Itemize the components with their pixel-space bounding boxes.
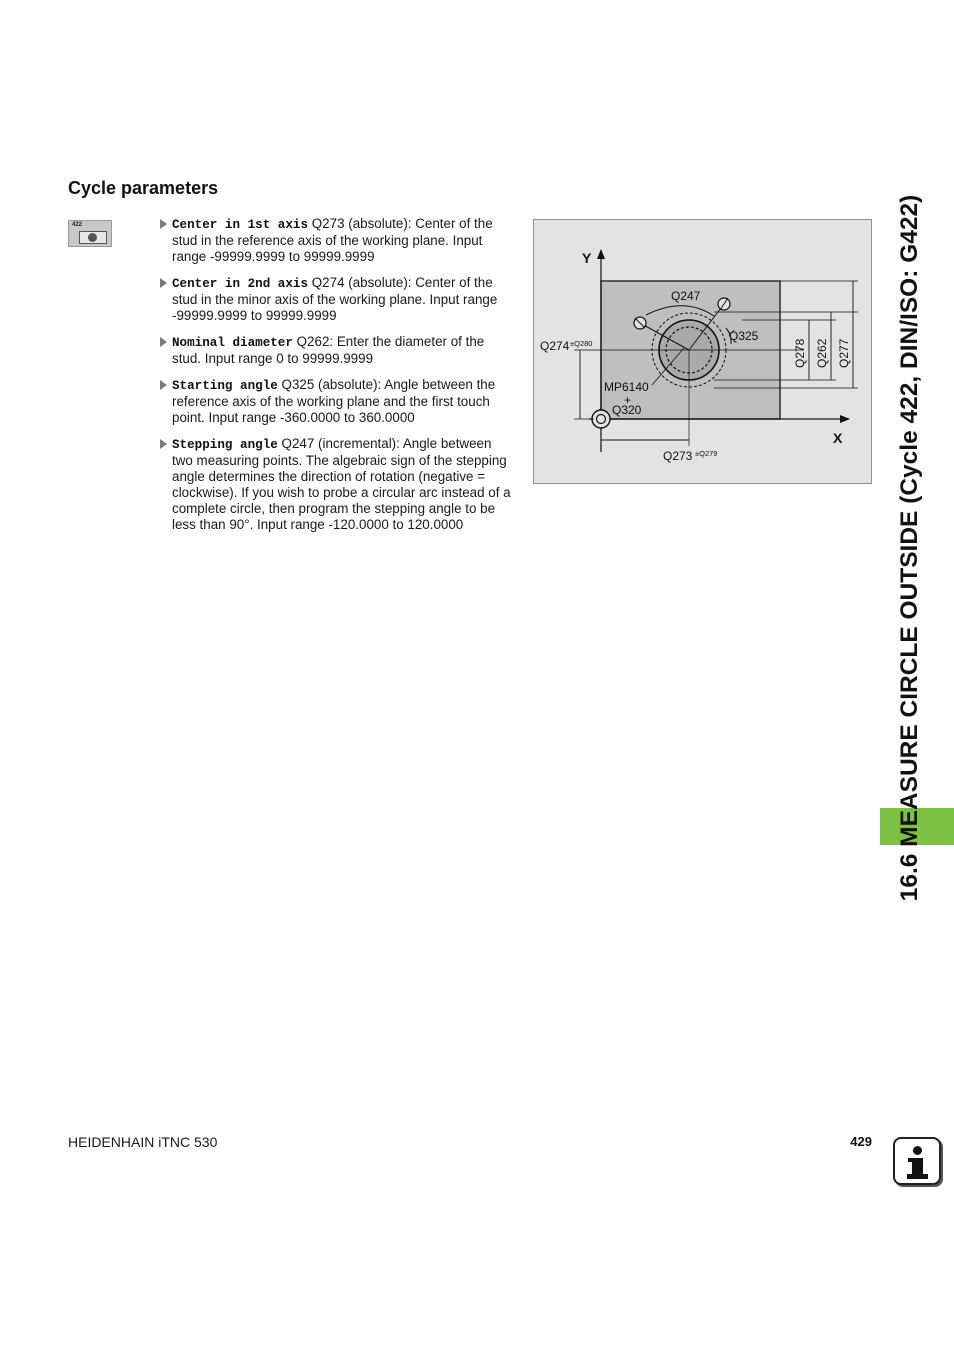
param-description: Q274 (absolute): Center of the stud in the minor axis of the working plane. Input range -99999.9999 to 99999.9999 bbox=[172, 275, 498, 323]
param-name: Center in 1st axis bbox=[172, 218, 309, 232]
param-name: Nominal diameter bbox=[172, 336, 293, 350]
q247-label: Q247 bbox=[671, 289, 701, 303]
chapter-side-title-text: 16.6 MEASURE CIRCLE OUTSIDE (Cycle 422, DIN/ISO: G422) bbox=[896, 194, 923, 902]
q280-label: ±Q280 bbox=[570, 339, 593, 348]
y-axis-label: Y bbox=[582, 250, 592, 266]
cycle-diagram-svg bbox=[534, 220, 873, 485]
triangle-bullet-icon bbox=[160, 380, 167, 390]
param-name: Starting angle bbox=[172, 379, 278, 393]
x-axis-label: X bbox=[833, 430, 843, 446]
cycle-icon-number: 422 bbox=[72, 222, 83, 228]
cycle-422-icon bbox=[68, 220, 112, 247]
plus-label: + bbox=[624, 393, 632, 407]
param-nominal-diameter bbox=[158, 334, 514, 367]
cycle-diagram bbox=[533, 219, 872, 484]
footer-product: HEIDENHAIN iTNC 530 bbox=[68, 1134, 218, 1150]
param-center-2nd-axis bbox=[158, 275, 514, 324]
triangle-bullet-icon bbox=[160, 439, 167, 449]
param-stepping-angle bbox=[158, 436, 514, 533]
q274-label: Q274 bbox=[540, 339, 570, 353]
param-description: Q262: Enter the diameter of the stud. Input range 0 to 99999.9999 bbox=[172, 334, 485, 366]
q320-label: Q320 bbox=[612, 403, 642, 417]
q325-label: Q325 bbox=[729, 329, 759, 343]
param-name: Stepping angle bbox=[172, 438, 278, 452]
param-description: Q247 (incremental): Angle between two measuring points. The algebraic sign of the stepping angle determines the direction of rotation (negative = clockwise). If you wish to probe a circular arc instead of a complete circle, then program the stepping angle to be less than 90°. Input range -120.0000 to 120.0000 bbox=[172, 436, 511, 532]
triangle-bullet-icon bbox=[160, 278, 167, 288]
q279-label: ±Q279 bbox=[695, 449, 718, 458]
param-center-1st-axis bbox=[158, 216, 514, 265]
q273-label: Q273 bbox=[663, 449, 693, 463]
info-icon bbox=[893, 1137, 941, 1185]
mp6140-label: MP6140 bbox=[604, 380, 649, 394]
section-title: Cycle parameters bbox=[68, 178, 219, 198]
q278-label: Q278 bbox=[793, 338, 807, 368]
q277-label: Q277 bbox=[837, 338, 851, 368]
param-name: Center in 2nd axis bbox=[172, 277, 309, 291]
triangle-bullet-icon bbox=[160, 219, 167, 229]
datum-marker bbox=[592, 410, 610, 428]
param-description: Q273 (absolute): Center of the stud in the reference axis of the working plane. Input range -99999.9999 to 99999.9999 bbox=[172, 216, 493, 264]
parameter-list bbox=[158, 216, 514, 543]
param-starting-angle bbox=[158, 377, 514, 426]
page-number: 429 bbox=[850, 1134, 872, 1149]
triangle-bullet-icon bbox=[160, 337, 167, 347]
q262-label: Q262 bbox=[815, 338, 829, 368]
param-description: Q325 (absolute): Angle between the reference axis of the working plane and the first touch point. Input range -360.0000 to 360.0000 bbox=[172, 377, 496, 425]
